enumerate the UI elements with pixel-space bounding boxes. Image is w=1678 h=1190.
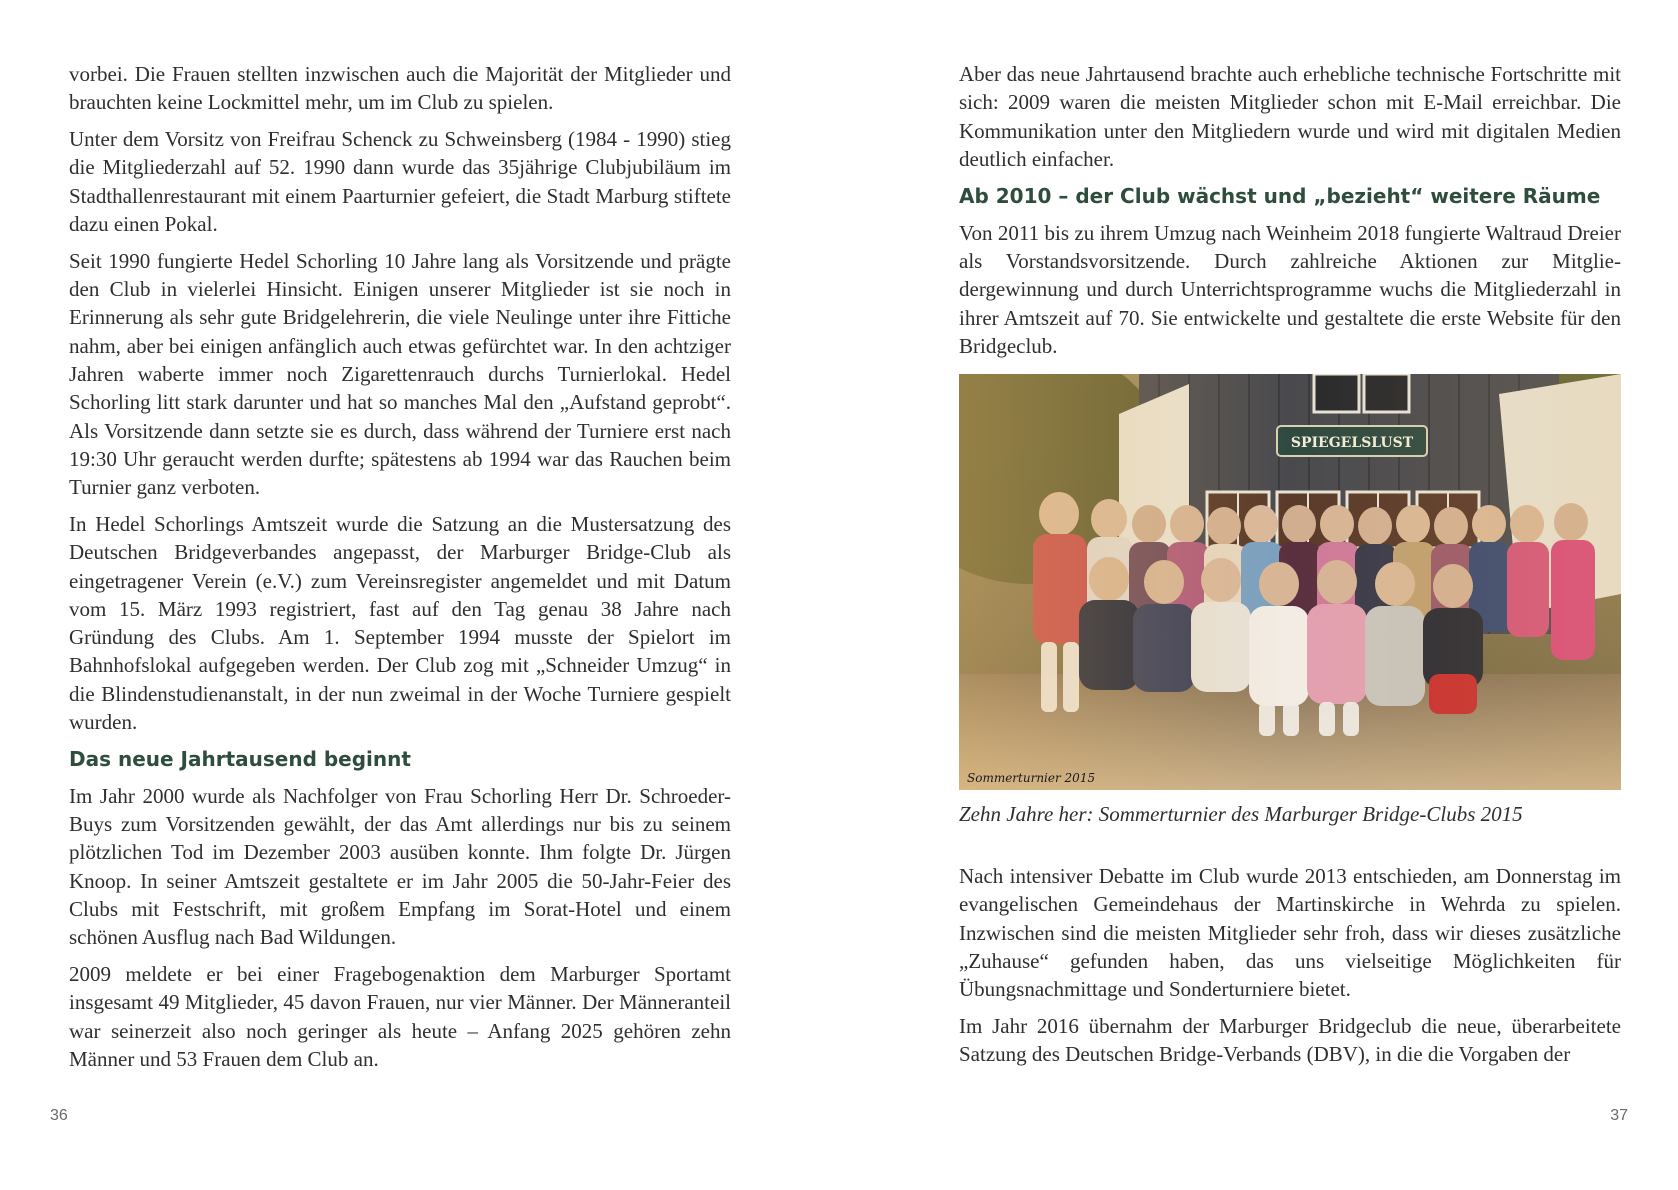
page-number: 37 bbox=[1610, 1107, 1628, 1124]
paragraph: Von 2011 bis zu ihrem Umzug nach Weinheim 2018 fungierte Waltraud Dreier als Vorstandsvorsitzende. Durch zahlreiche Aktionen zur Mitgliedergewinnung und durch Unterrichtsprogramme wuchs die Mitgliederzahl in ihrer Amtszeit auf 70. Sie entwickelte und gestaltete die erste Website für den Bridgeclub. bbox=[959, 220, 1621, 358]
page-right bbox=[839, 0, 1678, 1190]
paragraph: Im Jahr 2016 übernahm der Marburger Bridgeclub die neue, überarbeitete Satzung des Deutschen Bridge-Verbands (DBV), in die die Vorgaben der bbox=[959, 1014, 1621, 1067]
paragraph: Seit 1990 fungierte Hedel Schorling 10 Jahre lang als Vorsitzende und prägte den Club in vielerlei Hinsicht. Einigen unserer Mitglieder ist sie noch in Erinnerung als sehr gute Bridgelehrerin, die viele Neulinge unter ihre Fittiche nahm, aber bei einigen anfänglich auch etwas gefürchtet war. In den achtziger Jahren waberte immer noch Zigarettenrauch durchs Turnierlokal. Hedel Schorling litt stark darunter und hat so manches Mal den „Aufstand geprobt“. Als Vorsitzende dann setzte sie es durch, dass während der Turniere erst nach 19:30 Uhr geraucht werden durfte; spätestens ab 1994 war das Rauchen beim Turnier ganz verboten. bbox=[69, 248, 731, 500]
paragraph: Im Jahr 2000 wurde als Nachfolger von Frau Schorling Herr Dr. Schroeder-Buys zum Vorsitzenden gewählt, der das Amt allerdings nur bis zu seinem plötzlichen Tod im Dezember 2003 ausüben konnte. Ihm folgte Dr. Jürgen Knoop. In seiner Amtszeit gestaltete er im Jahr 2005 die 50-Jahr-Feier des Clubs mit Festschrift, mit großem Empfang im Sorat-Hotel und einem schönen Ausflug nach Bad Wildungen. bbox=[69, 783, 731, 950]
photo-caption: Zehn Jahre her: Sommerturnier des Marburger Bridge-Clubs 2015 bbox=[959, 802, 1523, 827]
paragraph: 2009 meldete er bei einer Fragebogenaktion dem Marburger Sportamt insgesamt 49 Mitglieder, 45 davon Frauen, nur vier Männer. Der Männeranteil war seinerzeit also noch geringer als heute – Anfang 2025 gehören zehn Männer und 53 Frauen dem Club an. bbox=[69, 962, 731, 1071]
paragraph: In Hedel Schorlings Amtszeit wurde die Satzung an die Mustersatzung des Deutschen Bridgeverbandes angepasst, der Marburger Bridge-Club als eingetragener Verein (e.V.) zum Vereinsregister angemeldet und mit Datum vom 15. März 1993 registriert, fast auf den Tag genau 38 Jahre nach Gründung des Clubs. Am 1. September 1994 musste der Spielort im Bahnhofslokal aufgegeben werden. Der Club zog mit „Schneider Umzug“ in die Blindenstudienanstalt, in der nun zweimal in der Woche Turniere gespielt wurden. bbox=[69, 511, 731, 735]
group-photo bbox=[959, 374, 1621, 790]
section-heading: Das neue Jahrtausend beginnt bbox=[69, 746, 411, 771]
page-number: 36 bbox=[50, 1107, 68, 1124]
text-column-left bbox=[69, 60, 731, 1082]
photo-signature: Sommerturnier 2015 bbox=[967, 771, 1096, 786]
paragraph: Aber das neue Jahrtausend brachte auch erhebliche technische Fortschritte mit sich: 2009 waren die meisten Mitglieder schon mit E-Mail erreichbar. Die Kommunikation unter den Mitgliedern wurde und wird mit digitalen Medien deutlich einfacher. bbox=[959, 62, 1621, 171]
figure bbox=[959, 374, 1621, 828]
section-heading: Ab 2010 – der Club wächst und „bezieht“ weitere Räume bbox=[959, 183, 1601, 208]
paragraph: vorbei. Die Frauen stellten inzwischen auch die Majorität der Mitglieder und brauchten keine Lockmittel mehr, um im Club zu spielen. bbox=[69, 62, 731, 115]
text-column-right bbox=[959, 60, 1621, 1077]
group-photo-illustration bbox=[959, 374, 1621, 790]
paragraph: Nach intensiver Debatte im Club wurde 2013 entschieden, am Donnerstag im evangelischen Gemeindehaus der Martinskirche in Wehrda zu spielen. Inzwischen sind die meisten Mitglieder sehr froh, dass wir dieses zusätzliche „Zuhause“ gefunden haben, das uns vielseitige Möglichkeiten für Übungsnachmittage und Sonderturniere bietet. bbox=[959, 864, 1621, 1002]
paragraph: Unter dem Vorsitz von Freifrau Schenck zu Schweinsberg (1984 - 1990) stieg die Mitgliederzahl auf 52. 1990 dann wurde das 35jährige Clubjubiläum im Stadthallenrestaurant mit einem Paarturnier gefeiert, die Stadt Marburg stiftete dazu einen Pokal. bbox=[69, 127, 731, 236]
